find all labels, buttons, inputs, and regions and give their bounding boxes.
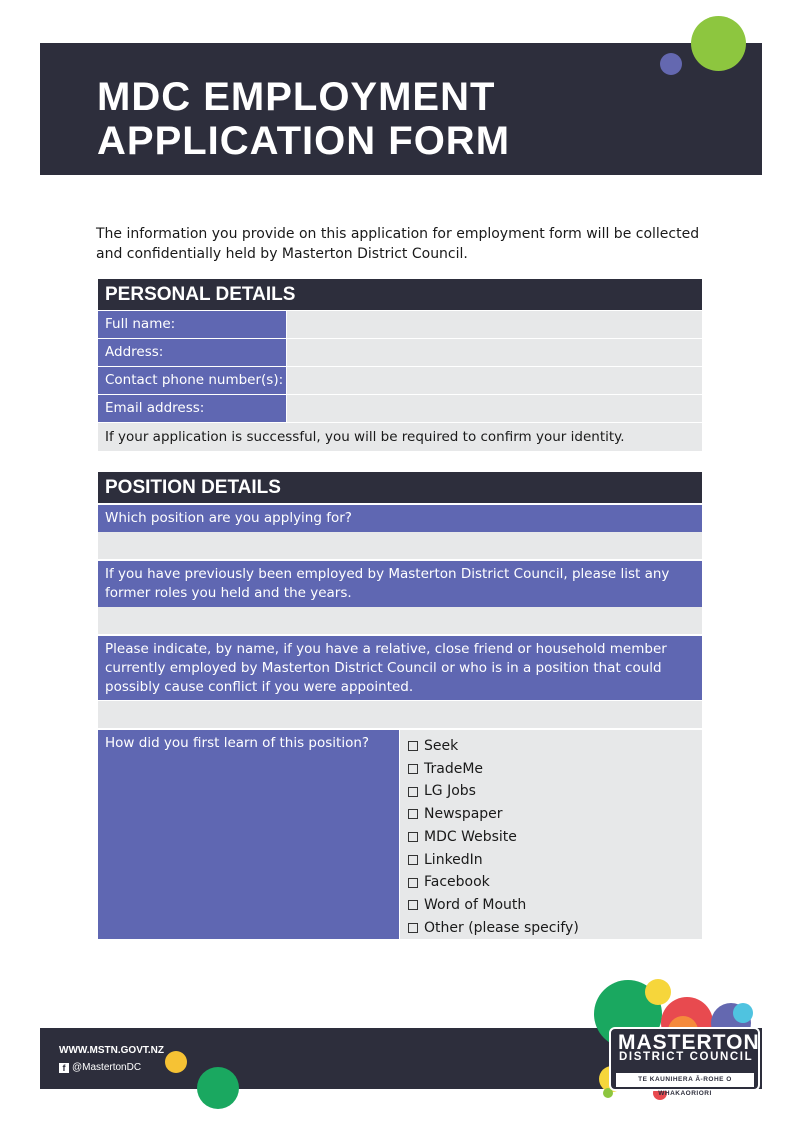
option-newspaper[interactable] [408, 803, 579, 826]
decor-circle-green [691, 16, 746, 71]
checkbox[interactable] [408, 878, 418, 888]
previous-roles-line-1: If you have previously been employed by Masterton District Council, please list any [105, 566, 670, 582]
previous-roles-field[interactable] [98, 607, 702, 634]
relative-line-1: Please indicate, by name, if you have a relative, close friend or household member [105, 641, 667, 657]
checkbox[interactable] [408, 923, 418, 933]
footer-social[interactable] [59, 1062, 141, 1073]
facebook-icon: f [59, 1063, 69, 1073]
relative-label [98, 636, 702, 700]
option-label: Newspaper [424, 806, 503, 823]
option-label: TradeMe [424, 760, 484, 777]
checkbox[interactable] [408, 741, 418, 751]
logo-circle-yellow [645, 979, 671, 1005]
option-seek[interactable] [408, 735, 579, 758]
checkbox[interactable] [408, 832, 418, 842]
checkbox[interactable] [408, 855, 418, 865]
previous-roles-line-2: former roles you held and the years. [105, 585, 352, 601]
footer-social-handle: @MastertonDC [72, 1062, 142, 1073]
source-question-label: How did you first learn of this position? [98, 730, 399, 939]
checkbox[interactable] [408, 900, 418, 910]
position-answer-field[interactable] [98, 532, 702, 559]
logo-subtitle: DISTRICT COUNCIL [619, 1051, 754, 1063]
checkbox[interactable] [408, 787, 418, 797]
previous-roles-label [98, 561, 702, 607]
title-line-2: APPLICATION FORM [97, 119, 511, 163]
option-linkedin[interactable] [408, 849, 579, 872]
checkbox[interactable] [408, 809, 418, 819]
phone-label: Contact phone number(s): [98, 367, 286, 394]
email-label: Email address: [98, 395, 286, 422]
phone-field[interactable] [287, 367, 702, 394]
checkbox[interactable] [408, 764, 418, 774]
address-label: Address: [98, 339, 286, 366]
source-options-list [408, 735, 579, 939]
option-trademe[interactable] [408, 758, 579, 781]
option-label: Seek [424, 738, 459, 754]
logo-name: MASTERTON [618, 1031, 760, 1054]
option-lg-jobs[interactable] [408, 780, 579, 803]
option-facebook[interactable] [408, 871, 579, 894]
option-label: MDC Website [424, 828, 517, 845]
identity-note: If your application is successful, you will be required to confirm your identity. [98, 423, 702, 451]
intro-paragraph: The information you provide on this application for employment form will be collected and confidentially held by Masterton District Council. [96, 226, 700, 262]
page-title [97, 75, 510, 163]
relative-field[interactable] [98, 701, 702, 728]
footer-circle-green [197, 1067, 239, 1109]
option-other[interactable] [408, 917, 579, 940]
option-label: LinkedIn [424, 851, 483, 868]
option-label: LG Jobs [424, 783, 476, 800]
option-label: Facebook [424, 874, 490, 891]
footer-circle-yellow [165, 1051, 187, 1073]
full-name-field[interactable] [287, 311, 702, 338]
position-question-label: Which position are you applying for? [98, 505, 702, 532]
option-mdc-website[interactable] [408, 826, 579, 849]
position-details-heading: POSITION DETAILS [98, 472, 702, 503]
footer-website[interactable]: WWW.MSTN.GOVT.NZ [59, 1045, 164, 1056]
logo-maori-name: TE KAUNIHERA Ā-ROHE O WHAKAORIORI [616, 1073, 754, 1087]
relative-line-3: possibly cause conflict if you were appointed. [105, 679, 414, 695]
logo-circle-cyan [733, 1003, 753, 1023]
decor-circle-purple [660, 53, 682, 75]
address-field[interactable] [287, 339, 702, 366]
personal-details-heading: PERSONAL DETAILS [98, 279, 702, 310]
option-word-of-mouth[interactable] [408, 894, 579, 917]
relative-line-2: currently employed by Masterton District Council or who is in a position that could [105, 660, 662, 676]
email-field[interactable] [287, 395, 702, 422]
option-label: Other (please specify) [424, 919, 579, 936]
title-line-1: MDC EMPLOYMENT [97, 75, 496, 119]
full-name-label: Full name: [98, 311, 286, 338]
option-label: Word of Mouth [424, 896, 527, 913]
